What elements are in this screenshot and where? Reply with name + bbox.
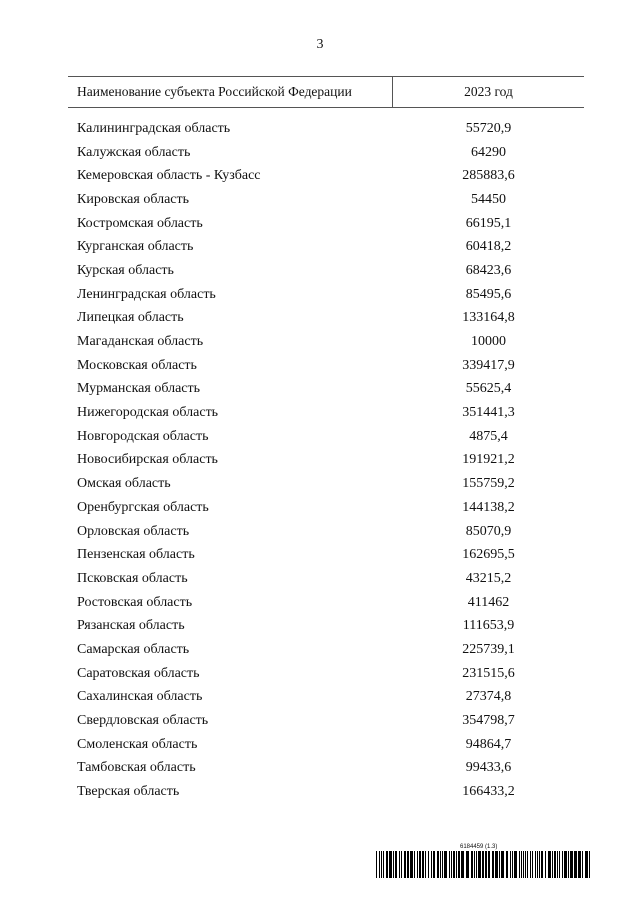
region-name: Свердловская область [77,713,209,729]
table-row [68,686,584,710]
region-name: Омская область [77,476,171,492]
table-row [68,259,584,283]
region-name: Рязанская область [77,618,185,634]
region-name: Сахалинская область [77,689,203,705]
table-row [68,449,584,473]
table-row [68,378,584,402]
table-row [68,330,584,354]
region-value: 351441,3 [462,405,515,421]
region-name: Кемеровская область - Кузбасс [77,168,261,184]
page-number: 3 [316,37,324,52]
table-row [68,235,584,259]
region-name: Магаданская область [77,334,204,350]
region-name: Новгородская область [77,428,209,444]
region-value: 94864,7 [465,736,512,752]
table-row [68,164,584,188]
region-value: 60418,2 [465,239,512,255]
region-value: 85495,6 [465,286,512,302]
region-name: Курганская область [77,239,194,255]
region-name: Ленинградская область [77,286,216,302]
barcode-image [376,851,590,878]
region-name: Калининградская область [77,120,231,136]
region-name: Смоленская область [77,736,198,752]
region-value: 225739,1 [462,641,515,657]
table-row [68,733,584,757]
table-row [68,638,584,662]
table-row [68,472,584,496]
table-row [68,141,584,165]
region-name: Нижегородская область [77,405,219,421]
region-name: Ростовская область [77,594,193,610]
table-row [68,117,584,141]
region-value: 191921,2 [462,452,515,468]
region-name: Орловская область [77,523,190,539]
region-value: 43215,2 [465,570,512,586]
table-row [68,354,584,378]
region-value: 411462 [467,594,510,610]
region-value: 339417,9 [462,357,515,373]
region-value: 111653,9 [462,618,515,634]
region-value: 162695,5 [462,547,515,563]
region-value: 231515,6 [462,665,515,681]
region-name: Мурманская область [77,381,201,397]
table-row [68,283,584,307]
region-name: Московская область [77,357,197,373]
region-value: 55720,9 [465,120,512,136]
barcode-caption: 6184459 (1.3) [460,844,498,850]
column-header-name: Наименование субъекта Российской Федерации [68,77,393,107]
table-row [68,780,584,804]
region-name: Псковская область [77,570,188,586]
region-value: 64290 [471,144,506,160]
table-row [68,520,584,544]
table-row [68,188,584,212]
region-name: Пензенская область [77,547,195,563]
region-name: Оренбургская область [77,499,209,515]
table-row [68,757,584,781]
table-row [68,425,584,449]
table-header [68,76,584,108]
region-value: 4875,4 [469,428,508,444]
region-value: 133164,8 [462,310,515,326]
table-row [68,567,584,591]
region-name: Тамбовская область [77,760,196,776]
region-name: Самарская область [77,641,190,657]
table-row [68,543,584,567]
region-value: 354798,7 [462,713,515,729]
region-value: 55625,4 [465,381,512,397]
region-value: 99433,6 [465,760,512,776]
region-value: 54450 [471,191,506,207]
table-body [68,117,584,804]
table-row [68,496,584,520]
region-value: 85070,9 [465,523,512,539]
table-row [68,307,584,331]
table-row [68,614,584,638]
region-name: Кировская область [77,191,190,207]
region-value: 144138,2 [462,499,515,515]
region-value: 285883,6 [462,168,515,184]
region-name: Курская область [77,262,174,278]
table-row [68,709,584,733]
region-value: 66195,1 [465,215,512,231]
region-name: Тверская область [77,784,180,800]
region-name: Саратовская область [77,665,200,681]
region-name: Новосибирская область [77,452,218,468]
region-value: 155759,2 [462,476,515,492]
region-name: Липецкая область [77,310,184,326]
column-header-year: 2023 год [464,84,513,99]
table-row [68,212,584,236]
region-name: Костромская область [77,215,203,231]
table-row [68,401,584,425]
region-value: 166433,2 [462,784,515,800]
region-name: Калужская область [77,144,191,160]
table-row [68,662,584,686]
region-value: 27374,8 [465,689,512,705]
region-value: 68423,6 [465,262,512,278]
table-row [68,591,584,615]
region-value: 10000 [471,334,506,350]
